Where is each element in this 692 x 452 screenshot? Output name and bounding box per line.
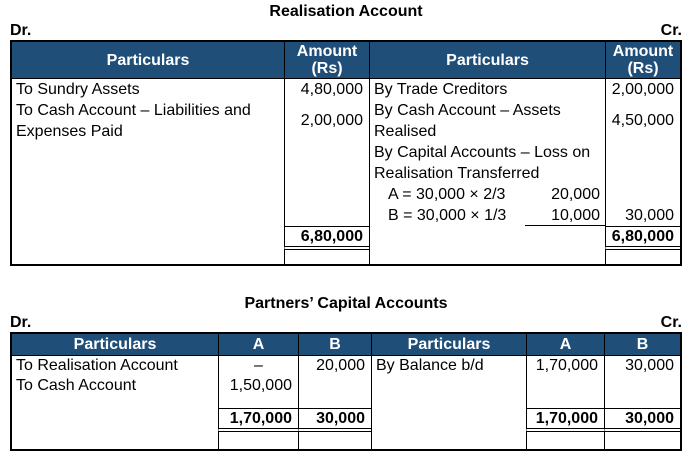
dr-label: Dr.: [10, 22, 32, 39]
entry-amount: 2,00,000: [611, 81, 674, 98]
entry-amount: 4,50,000: [611, 112, 674, 129]
cr-label: Cr.: [660, 22, 682, 39]
realisation-header-row: [12, 42, 680, 79]
loss-share-row-a: [370, 184, 605, 205]
entry-amount: 30,000: [625, 357, 674, 374]
debit-amount-cell: [284, 79, 369, 226]
col-header-amount-credit: [605, 42, 680, 78]
empty-cell: [12, 250, 284, 264]
empty-cell: [12, 408, 218, 432]
empty-cell: [371, 432, 526, 449]
empty-cell: [605, 250, 680, 264]
realisation-totals-row: [12, 226, 680, 250]
col-header-particulars-credit: Particulars: [369, 42, 605, 78]
rs-label: (Rs): [311, 60, 343, 77]
dr-cr-row: [10, 22, 682, 40]
empty-cell: [218, 432, 298, 449]
credit-total-a: 1,70,000: [526, 408, 604, 432]
cr-label: Cr.: [660, 314, 682, 331]
realisation-body-row: [12, 79, 680, 226]
empty-cell: [12, 432, 218, 449]
debit-total: 6,80,000: [284, 226, 369, 250]
entry-text: To Cash Account – Liabilities and: [16, 102, 251, 119]
credit-b-cell: [604, 356, 680, 408]
debit-total-a: 1,70,000: [218, 408, 298, 432]
debit-total-b: 30,000: [298, 408, 371, 432]
amount-label: Amount: [612, 43, 674, 60]
empty-cell: [371, 408, 526, 432]
entry-text: Realised: [374, 123, 437, 140]
realisation-account-section: [10, 2, 682, 266]
empty-cell: [12, 226, 284, 250]
empty-cell: [298, 432, 371, 449]
amount-label: Amount: [296, 43, 358, 60]
realisation-table: [10, 40, 682, 266]
credit-particulars-cell: [369, 79, 605, 226]
entry-text: Realisation Transferred: [374, 165, 540, 182]
loss-share-row-b: [370, 205, 605, 226]
realisation-account-title: Realisation Account: [269, 3, 423, 20]
entry-amount: 2,00,000: [300, 112, 363, 129]
credit-total: 6,80,000: [605, 226, 680, 250]
dr-cr-row: [10, 314, 682, 332]
capital-body-row: [12, 356, 680, 408]
debit-particulars-cell: [12, 79, 284, 226]
col-header-b-credit: B: [604, 334, 680, 355]
entry-text: By Balance b/d: [376, 357, 484, 374]
dr-label: Dr.: [10, 314, 32, 331]
entry-amount: 1,50,000: [229, 377, 292, 394]
credit-particulars-cell: [371, 356, 526, 408]
entry-text: To Sundry Assets: [16, 81, 140, 98]
entry-text: To Realisation Account: [16, 357, 178, 374]
capital-table: [10, 332, 682, 451]
inner-amount-underlined: 10,000: [525, 205, 605, 226]
entry-text: By Trade Creditors: [374, 81, 508, 98]
empty-cell: [526, 432, 604, 449]
capital-header-row: [12, 334, 680, 356]
debit-b-cell: [298, 356, 371, 408]
entry-text: By Capital Accounts – Loss on: [374, 144, 591, 161]
col-header-b-debit: B: [298, 334, 371, 355]
debit-particulars-cell: [12, 356, 218, 408]
entry-amount: 30,000: [625, 207, 674, 224]
col-header-particulars-debit: Particulars: [73, 336, 157, 353]
credit-amount-cell: [605, 79, 680, 226]
capital-empty-row: [12, 432, 680, 449]
col-header-particulars-debit: Particulars: [106, 51, 190, 69]
empty-cell: [284, 250, 369, 264]
entry-text: Expenses Paid: [16, 123, 123, 140]
empty-cell: [369, 226, 605, 250]
entry-amount: 1,70,000: [535, 357, 598, 374]
empty-cell: [369, 250, 605, 264]
entry-text: B = 30,000 × 1/3: [388, 207, 507, 224]
empty-cell: [604, 432, 680, 449]
realisation-empty-row: [12, 250, 680, 264]
entry-amount: 4,80,000: [300, 81, 363, 98]
capital-totals-row: [12, 408, 680, 432]
entry-text: To Cash Account: [16, 377, 137, 394]
credit-a-cell: [526, 356, 604, 408]
entry-amount: –: [254, 357, 263, 374]
col-header-a-debit: A: [218, 334, 298, 355]
capital-accounts-section: [10, 294, 682, 451]
col-header-particulars-credit: Particulars: [371, 334, 526, 355]
col-header-a-credit: A: [526, 334, 604, 355]
entry-amount: 20,000: [316, 357, 365, 374]
col-header-amount-debit: [284, 42, 369, 78]
debit-a-cell: [218, 356, 298, 408]
spacer: [606, 142, 680, 205]
inner-amount: 20,000: [551, 186, 600, 203]
capital-accounts-title: Partners’ Capital Accounts: [244, 295, 448, 312]
entry-text: A = 30,000 × 2/3: [388, 186, 506, 203]
rs-label: (Rs): [627, 60, 659, 77]
entry-text: By Cash Account – Assets: [374, 102, 561, 119]
credit-total-b: 30,000: [604, 408, 680, 432]
